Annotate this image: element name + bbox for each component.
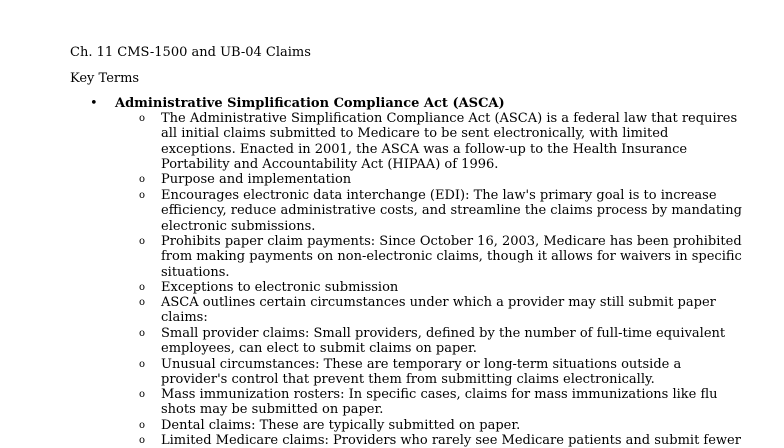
key-terms-label: Key Terms bbox=[70, 71, 140, 86]
list-item-text: Small provider claims: Small providers, defined by the number of full-time equivalent employees, can elect to submit claims on paper. bbox=[161, 326, 726, 357]
circle-bullet-icon: o bbox=[139, 113, 146, 124]
list-item-text: The Administrative Simplification Compliance Act (ASCA) is a federal law that requires all initial claims submitted to Medicare to be sent electronically, with limited exceptions. Enacted in 2001, the ASCA was a follow-up to the Health Insurance Portability and Accountability Act (HIPAA) of 1996. bbox=[161, 111, 738, 172]
list-item-text: Dental claims: These are typically submitted on paper. bbox=[161, 418, 521, 433]
list-item-text: Limited Medicare claims: Providers who rarely see Medicare patients and submit fewer bbox=[161, 433, 741, 448]
list-item-text: ASCA outlines certain circumstances under which a provider may still submit paper claims: bbox=[161, 295, 716, 326]
circle-bullet-icon: o bbox=[139, 389, 146, 400]
circle-bullet-icon: o bbox=[139, 190, 146, 201]
list-item-text: Unusual circumstances: These are temporary or long-term situations outside a provider's control that prevent them from submitting claims electronically. bbox=[161, 357, 682, 388]
bullet-icon: • bbox=[90, 96, 98, 111]
circle-bullet-icon: o bbox=[139, 297, 146, 308]
circle-bullet-icon: o bbox=[139, 174, 146, 185]
circle-bullet-icon: o bbox=[139, 328, 146, 339]
term-title: Administrative Simplification Compliance Act (ASCA) bbox=[115, 96, 505, 111]
list-item-text: Encourages electronic data interchange (EDI): The law's primary goal is to increase efficiency, reduce administrative costs, and streamline the claims process by mandating electronic submissions. bbox=[161, 188, 742, 234]
list-item-text: Exceptions to electronic submission bbox=[161, 280, 399, 295]
list-item-text: Purpose and implementation bbox=[161, 172, 352, 187]
list-item-text: Prohibits paper claim payments: Since October 16, 2003, Medicare has been prohibited from making payments on non-electronic claims, though it allows for waivers in specific situations. bbox=[161, 234, 742, 280]
list-item-text: Mass immunization rosters: In specific cases, claims for mass immunizations like flu shots may be submitted on paper. bbox=[161, 387, 718, 418]
circle-bullet-icon: o bbox=[139, 435, 146, 446]
circle-bullet-icon: o bbox=[139, 359, 146, 370]
circle-bullet-icon: o bbox=[139, 420, 146, 431]
chapter-heading: Ch. 11 CMS-1500 and UB-04 Claims bbox=[70, 45, 311, 60]
circle-bullet-icon: o bbox=[139, 282, 146, 293]
circle-bullet-icon: o bbox=[139, 236, 146, 247]
